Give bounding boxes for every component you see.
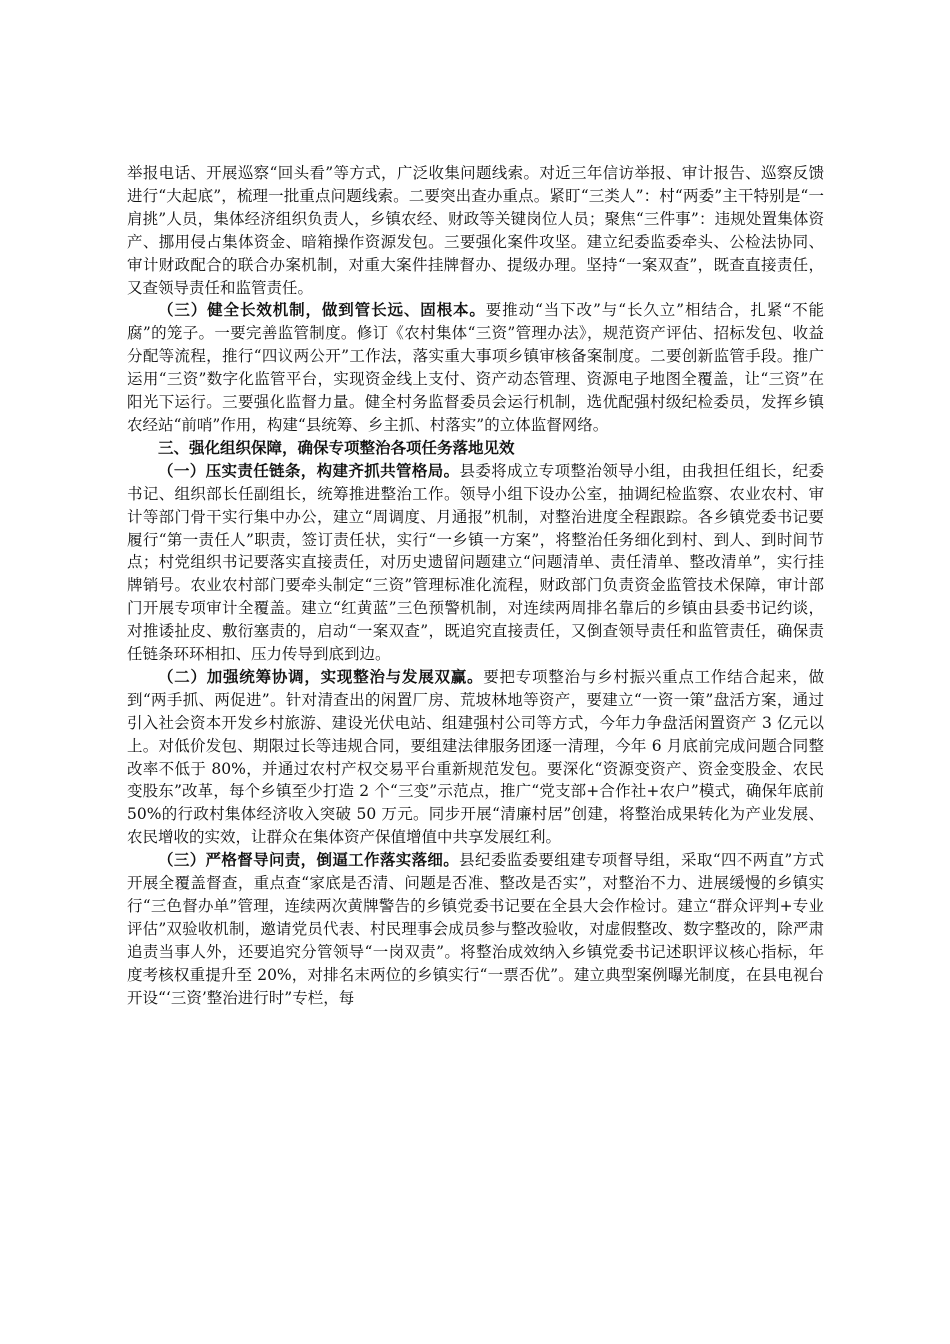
paragraph-long-term-mechanism <box>127 299 824 436</box>
section-subheading: （三）严格督导问责，倒逼工作落实落细。 <box>158 851 460 870</box>
paragraph-text: 要推动“当下改”与“长久立”相结合，扎紧“不能腐”的笼子。一要完善监管制度。修订《农村集体“三资”管理办法》，规范资产评估、招标发包、收益分配等流程，推行“四议两公开”工作法，落实重大事项乡镇审核备案制度。二要创新监管手段。推广运用“三资”数字化监管平台，实现资金线上支付、资产动态管理、资源电子地图全覆盖，让“三资”在阳光下运行。三要强化监督力量。健全村务监督委员会运行机制，选优配强村级纪检委员，发挥乡镇农经站“前哨”作用，构建“县统筹、乡主抓、村落实”的立体监督网络。 <box>127 301 824 434</box>
paragraph-coordination <box>127 666 824 849</box>
section-subheading: （三）健全长效机制，做到管长远、固根本。 <box>158 301 486 320</box>
paragraph-text: 要把专项整治与乡村振兴重点工作结合起来，做到“两手抓、两促进”。针对清查出的闲置厂房、荒坡林地等资产，要建立“一资一策”盘活方案，通过引入社会资本开发乡村旅游、建设光伏电站、组建强村公司等方式，今年力争盘活闲置资产 3 亿元以上。对低价发包、期限过长等违规合同，要组建法律服务团逐一清理，今年 6 月底前完成问题合同整改率不低于 80%，并通过农村产权交易平台重新规范发包。要深化“资源变资产、资金变股金、农民变股东”改革，每个乡镇至少打造 2 个“三变”示范点，推广“党支部+合作社+农户”模式，确保年底前 50%的行政村集体经济收入突破 50 万元。同步开展“清廉村居”创建，将整治成果转化为产业发展、农民增收的实效，让群众在集体资产保值增值中共享发展红利。 <box>127 667 824 847</box>
document-page <box>127 162 824 1010</box>
paragraph-text: 县委将成立专项整治领导小组，由我担任组长，纪委书记、组织部长任副组长，统筹推进整治工作。领导小组下设办公室，抽调纪检监察、农业农村、审计等部门骨干实行集中办公，建立“周调度、月通报”机制，对整治进度全程跟踪。各乡镇党委书记要履行“第一责任人”职责，签订责任状，实行“一乡镇一方案”，将整治任务细化到村、到人、到时间节点；村党组织书记要落实直接责任，对历史遗留问题建立“问题清单、责任清单、整改清单”，实行挂牌销号。农业农村部门要牵头制定“三资”管理标准化流程，财政部门负责资金监管技术保障，审计部门开展专项审计全覆盖。建立“红黄蓝”三色预警机制，对连续两周排名靠后的乡镇由县委书记约谈，对推诿扯皮、敷衍塞责的，启动“一案双查”，既追究直接责任，又倒查领导责任和监管责任，确保责任链条环环相扣、压力传导到底到边。 <box>127 461 824 664</box>
paragraph-text: 县纪委监委要组建专项督导组，采取“四不两直”方式开展全覆盖督查，重点查“家底是否清、问题是否准、整改是否实”，对整治不力、进展缓慢的乡镇实行“三色督办单”管理，连续两次黄牌警告的乡镇党委书记要在全县大会作检讨。建立“群众评判+专业评估”双验收机制，邀请党员代表、村民理事会成员参与整改验收，对虚假整改、数字整改的，除严肃追责当事人外，还要追究分管领导“一岗双责”。将整治成效纳入乡镇党委书记述职评议核心指标，年度考核权重提升至 20%，对排名末两位的乡镇实行“一票否优”。建立典型案例曝光制度，在县电视台开设“‘三资’整治进行时”专栏，每 <box>127 851 824 1007</box>
section-subheading: （一）压实责任链条，构建齐抓共管格局。 <box>158 461 460 480</box>
section-heading: 三、强化组织保障，确保专项整治各项任务落地见效 <box>158 438 515 457</box>
paragraph-supervision <box>127 849 824 1009</box>
section-subheading: （二）加强统筹协调，实现整治与发展双赢。 <box>158 667 484 686</box>
paragraph-continuation: 举报电话、开展巡察“回头看”等方式，广泛收集问题线索。对近三年信访举报、审计报告、巡察反馈进行“大起底”，梳理一批重点问题线索。二要突出查办重点。紧盯“三类人”：村“两委”主干特别是“一肩挑”人员，集体经济组织负责人，乡镇农经、财政等关键岗位人员；聚焦“三件事”：违规处置集体资产、挪用侵占集体资金、暗箱操作资源发包。三要强化案件攻坚。建立纪委监委牵头、公检法协同、审计财政配合的联合办案机制，对重大案件挂牌督办、提级办理。坚持“一案双查”，既查直接责任，又查领导责任和监管责任。 <box>127 164 824 297</box>
paragraph-responsibility-chain <box>127 460 824 666</box>
